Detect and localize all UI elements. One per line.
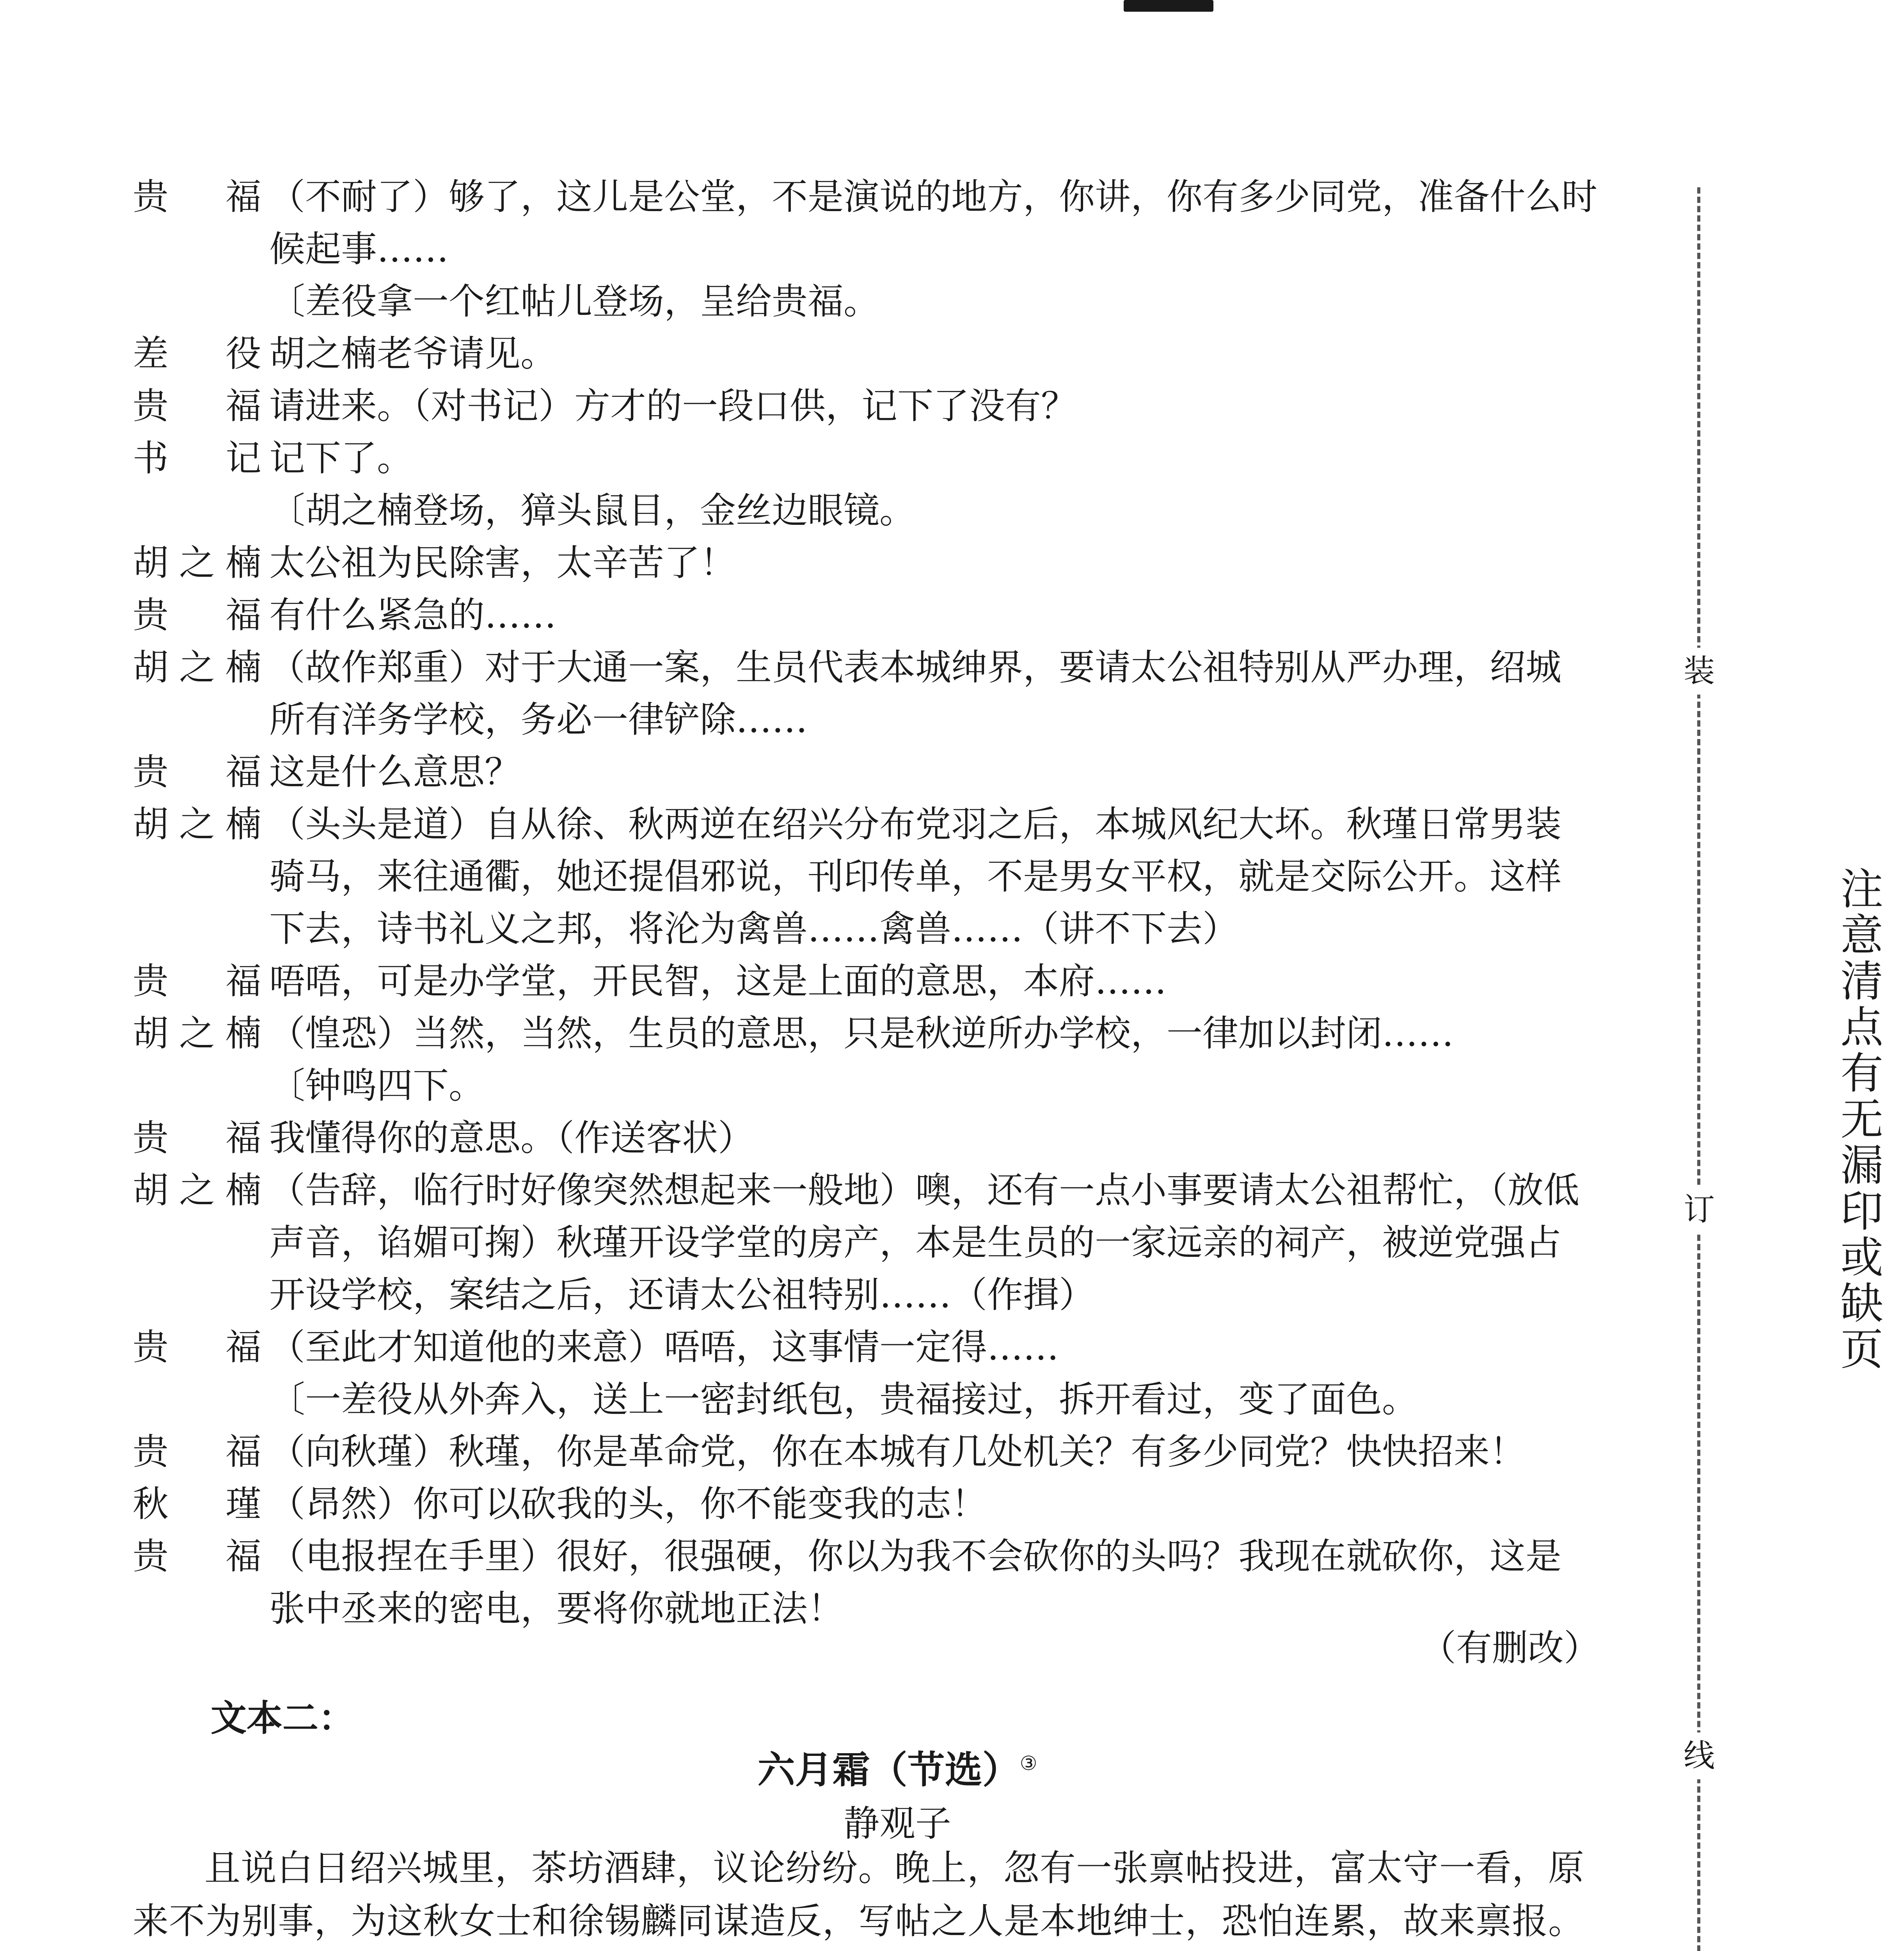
dialogue-line (133, 1008, 1584, 1059)
speech-text: （昂然）你可以砍我的头，你不能变我的志！ (269, 1483, 988, 1525)
binding-label-xian: 线 (1678, 1732, 1721, 1779)
speech-text: 我懂得你的意思。（作送客状） (269, 1117, 754, 1159)
dialogue-line (133, 172, 1598, 222)
speaker-name: 贵 福 (133, 960, 261, 1002)
dialogue-line (133, 224, 1584, 275)
speech-text: （告辞，临行时好像突然想起来一般地）噢，还有一点小事要请太公祖帮忙，（放低 (269, 1169, 1580, 1211)
speaker-name: 贵 福 (133, 594, 261, 636)
dialogue-line (133, 747, 1584, 798)
speech-continuation: 声音，谄媚可掬）秋瑾开设学堂的房产，本是生员的一家远亲的祠产，被逆党强占 (269, 1222, 1562, 1263)
dialogue-line (133, 851, 1584, 902)
dialogue-line (133, 538, 1584, 588)
stage-direction: 〔差役拿一个红帖儿登场，呈给贵福。 (269, 281, 880, 322)
binding-dashed-line (1697, 187, 1700, 1951)
side-notice: 注意清点有无漏印或缺页 (1833, 866, 1883, 1373)
dialogue-line (133, 642, 1584, 693)
edit-note: （有删改） (1420, 1627, 1600, 1669)
speech-text: 胡之楠老爷请见。 (269, 333, 557, 375)
binding-label-ding: 订 (1678, 1186, 1721, 1233)
dialogue-line (133, 695, 1584, 745)
speech-text: （至此才知道他的来意）唔唔，这事情一定得…… (269, 1326, 1059, 1368)
speaker-name: 胡之楠 (133, 1013, 261, 1054)
speech-text: （惶恐）当然，当然，生员的意思，只是秋逆所办学校，一律加以封闭…… (269, 1013, 1454, 1054)
speaker-name: 胡之楠 (133, 542, 261, 584)
binding-label-zhuang: 装 (1678, 648, 1721, 695)
speech-text: （故作郑重）对于大通一案，生员代表本城绅界，要请太公祖特别从严办理，绍城 (269, 647, 1562, 688)
speech-continuation: 张中丞来的密电，要将你就地正法！ (269, 1588, 844, 1629)
speech-text: 记下了。 (269, 437, 413, 479)
speaker-name: 秋 瑾 (133, 1483, 261, 1525)
dialogue-line (133, 1270, 1584, 1320)
speaker-name: 胡之楠 (133, 1169, 261, 1211)
speech-text: （不耐了）够了，这儿是公堂，不是演说的地方，你讲，你有多少同党，准备什么时 (269, 176, 1598, 218)
paragraph-1: 且说白日绍兴城里，茶坊酒肆，议论纷纷。晚上，忽有一张禀帖投进，富太守一看，原来不为别事，为这秋女士和徐锡麟同谋造反，写帖之人是本地绅士，恐怕连累，故来禀报。 (133, 1847, 1584, 1942)
top-edge-mark (1124, 0, 1213, 12)
speaker-name: 书 记 (133, 437, 261, 479)
speech-text: 请进来。（对书记）方才的一段口供，记下了没有？ (269, 385, 1077, 427)
speaker-name: 贵 福 (133, 751, 261, 793)
speech-text: （电报捏在手里）很好，很强硬，你以为我不会砍你的头吗？我现在就砍你，这是 (269, 1535, 1562, 1577)
speaker-name: 贵 福 (133, 1431, 261, 1473)
dialogue-line (133, 381, 1584, 432)
section-label: 文本二： (211, 1697, 355, 1739)
dialogue-line (133, 1322, 1584, 1373)
dialogue-line (133, 799, 1584, 850)
speech-continuation: 所有洋务学校，务必一律铲除…… (269, 699, 808, 741)
speaker-name: 胡之楠 (133, 647, 261, 688)
dialogue-line (133, 329, 1584, 379)
dialogue-line (133, 1531, 1584, 1582)
dialogue-line (133, 433, 1584, 484)
excerpt-title: 六月霜（节选）③ (757, 1748, 1037, 1792)
stage-direction: 〔胡之楠登场，獐头鼠目，金丝边眼镜。 (269, 490, 916, 531)
stage-direction: 〔钟鸣四下。 (269, 1065, 485, 1107)
speaker-name: 差 役 (133, 333, 261, 375)
dialogue-line (133, 1217, 1584, 1268)
speaker-name: 贵 福 (133, 176, 261, 218)
speech-text: 唔唔，可是办学堂，开民智，这是上面的意思，本府…… (269, 960, 1167, 1002)
speaker-name: 贵 福 (133, 1117, 261, 1159)
dialogue-line (133, 590, 1584, 641)
speaker-name: 胡之楠 (133, 803, 261, 845)
speaker-name: 贵 福 (133, 385, 261, 427)
excerpt-author: 静观子 (843, 1803, 951, 1844)
speaker-name: 贵 福 (133, 1326, 261, 1368)
dialogue-line (133, 1583, 1584, 1634)
footnote-mark: ③ (1019, 1752, 1037, 1775)
speaker-name: 贵 福 (133, 1535, 261, 1577)
dialogue-line (133, 1427, 1584, 1477)
dialogue-line (133, 1165, 1584, 1216)
speech-text: 这是什么意思？ (269, 751, 521, 793)
dialogue-line (133, 1479, 1584, 1530)
speech-text: 有什么紧急的…… (269, 594, 557, 636)
dialogue-line (133, 956, 1584, 1007)
speech-text: （向秋瑾）秋瑾，你是革命党，你在本城有几处机关？有多少同党？快快招来！ (269, 1431, 1526, 1473)
speech-text: （头头是道）自从徐、秋两逆在绍兴分布党羽之后，本城风纪大坏。秋瑾日常男装 (269, 803, 1562, 845)
speech-continuation: 下去，诗书礼义之邦，将沦为禽兽……禽兽……（讲不下去） (269, 908, 1239, 950)
stage-direction: 〔一差役从外奔入，送上一密封纸包，贵福接过，拆开看过，变了面色。 (269, 1379, 1418, 1420)
dialogue-line (133, 904, 1584, 954)
speech-continuation: 开设学校，案结之后，还请太公祖特别……（作揖） (269, 1274, 1095, 1316)
speech-continuation: 骑马，来往通衢，她还提倡邪说，刊印传单，不是男女平权，就是交际公开。这样 (269, 856, 1562, 897)
speech-continuation: 候起事…… (269, 228, 449, 270)
speech-text: 太公祖为民除害，太辛苦了！ (269, 542, 736, 584)
dialogue-line (133, 1113, 1584, 1164)
